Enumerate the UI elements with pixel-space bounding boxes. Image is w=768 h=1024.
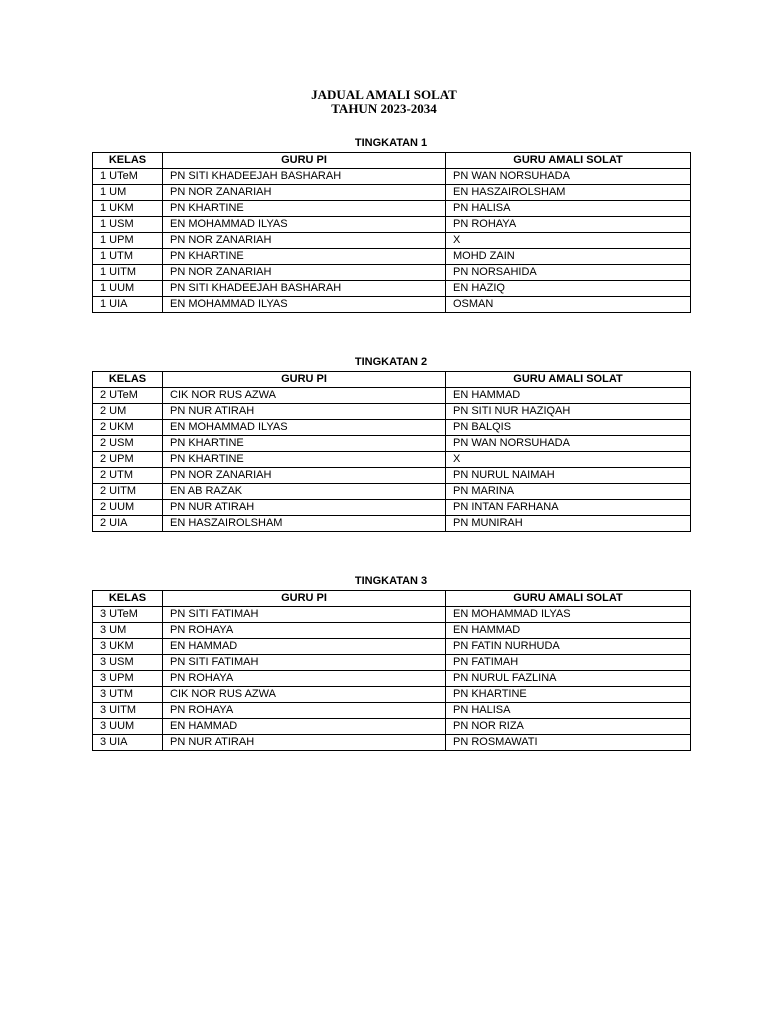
- table-row: [93, 719, 691, 735]
- guru-pi-cell: EN HAMMAD: [163, 639, 446, 655]
- table-row: [93, 623, 691, 639]
- guru-amali-solat-cell: EN MOHAMMAD ILYAS: [446, 607, 691, 623]
- table-row: [93, 500, 691, 516]
- guru-pi-cell: PN SITI KHADEEJAH BASHARAH: [163, 281, 446, 297]
- guru-pi-cell: EN HASZAIROLSHAM: [163, 516, 446, 532]
- column-header-guru-pi: GURU PI: [163, 372, 446, 388]
- guru-amali-solat-cell: PN ROSMAWATI: [446, 735, 691, 751]
- guru-amali-solat-cell: EN HAMMAD: [446, 623, 691, 639]
- guru-pi-cell: EN HAMMAD: [163, 719, 446, 735]
- kelas-cell: 1 UUM: [93, 281, 163, 297]
- guru-amali-solat-cell: PN WAN NORSUHADA: [446, 436, 691, 452]
- kelas-cell: 3 UITM: [93, 703, 163, 719]
- guru-pi-cell: PN NUR ATIRAH: [163, 404, 446, 420]
- guru-pi-cell: PN ROHAYA: [163, 671, 446, 687]
- guru-amali-solat-cell: PN NURUL NAIMAH: [446, 468, 691, 484]
- table-row: [93, 452, 691, 468]
- table-row: [93, 420, 691, 436]
- schedule-table: [92, 590, 691, 751]
- guru-pi-cell: EN MOHAMMAD ILYAS: [163, 420, 446, 436]
- table-row: [93, 217, 691, 233]
- kelas-cell: 3 USM: [93, 655, 163, 671]
- table-row: [93, 468, 691, 484]
- kelas-cell: 2 UTeM: [93, 388, 163, 404]
- document-title: JADUAL AMALI SOLAT: [311, 87, 457, 102]
- kelas-cell: 2 UM: [93, 404, 163, 420]
- kelas-cell: 3 UPM: [93, 671, 163, 687]
- column-header-kelas: KELAS: [93, 153, 163, 169]
- guru-amali-solat-cell: PN HALISA: [446, 703, 691, 719]
- column-header-kelas: KELAS: [93, 372, 163, 388]
- table-row: [93, 281, 691, 297]
- guru-pi-cell: PN SITI FATIMAH: [163, 655, 446, 671]
- guru-amali-solat-cell: X: [446, 233, 691, 249]
- guru-amali-solat-cell: X: [446, 452, 691, 468]
- guru-pi-cell: PN KHARTINE: [163, 201, 446, 217]
- table-header-row: [93, 153, 691, 169]
- section-title: TINGKATAN 2: [354, 356, 428, 368]
- guru-pi-cell: PN NUR ATIRAH: [163, 500, 446, 516]
- table-row: [93, 436, 691, 452]
- guru-pi-cell: EN AB RAZAK: [163, 484, 446, 500]
- guru-amali-solat-cell: PN INTAN FARHANA: [446, 500, 691, 516]
- table-row: [93, 639, 691, 655]
- kelas-cell: 3 UKM: [93, 639, 163, 655]
- table-row: [93, 169, 691, 185]
- kelas-cell: 2 USM: [93, 436, 163, 452]
- section-title: TINGKATAN 3: [354, 575, 428, 587]
- guru-amali-solat-cell: OSMAN: [446, 297, 691, 313]
- table-row: [93, 703, 691, 719]
- kelas-cell: 3 UTeM: [93, 607, 163, 623]
- guru-amali-solat-cell: EN HAMMAD: [446, 388, 691, 404]
- guru-amali-solat-cell: PN KHARTINE: [446, 687, 691, 703]
- table-row: [93, 404, 691, 420]
- kelas-cell: 1 UTeM: [93, 169, 163, 185]
- table-row: [93, 484, 691, 500]
- column-header-guru-amali-solat: GURU AMALI SOLAT: [446, 153, 691, 169]
- section-tingkatan-1: [92, 136, 690, 313]
- guru-amali-solat-cell: PN MUNIRAH: [446, 516, 691, 532]
- guru-pi-cell: PN KHARTINE: [163, 249, 446, 265]
- kelas-cell: 2 UTM: [93, 468, 163, 484]
- guru-amali-solat-cell: PN NURUL FAZLINA: [446, 671, 691, 687]
- section-tingkatan-2: [92, 355, 690, 532]
- guru-pi-cell: PN NOR ZANARIAH: [163, 233, 446, 249]
- kelas-cell: 1 USM: [93, 217, 163, 233]
- column-header-guru-amali-solat: GURU AMALI SOLAT: [446, 591, 691, 607]
- table-row: [93, 671, 691, 687]
- guru-amali-solat-cell: PN WAN NORSUHADA: [446, 169, 691, 185]
- table-row: [93, 735, 691, 751]
- guru-pi-cell: EN MOHAMMAD ILYAS: [163, 217, 446, 233]
- kelas-cell: 1 UIA: [93, 297, 163, 313]
- guru-pi-cell: PN KHARTINE: [163, 436, 446, 452]
- guru-pi-cell: CIK NOR RUS AZWA: [163, 687, 446, 703]
- kelas-cell: 1 UTM: [93, 249, 163, 265]
- table-row: [93, 249, 691, 265]
- guru-pi-cell: PN ROHAYA: [163, 703, 446, 719]
- guru-amali-solat-cell: PN HALISA: [446, 201, 691, 217]
- table-row: [93, 655, 691, 671]
- guru-amali-solat-cell: EN HASZAIROLSHAM: [446, 185, 691, 201]
- section-title: TINGKATAN 1: [354, 137, 428, 149]
- kelas-cell: 1 UM: [93, 185, 163, 201]
- table-row: [93, 297, 691, 313]
- guru-amali-solat-cell: PN SITI NUR HAZIQAH: [446, 404, 691, 420]
- table-row: [93, 265, 691, 281]
- guru-amali-solat-cell: PN BALQIS: [446, 420, 691, 436]
- kelas-cell: 3 UUM: [93, 719, 163, 735]
- table-row: [93, 687, 691, 703]
- guru-pi-cell: CIK NOR RUS AZWA: [163, 388, 446, 404]
- table-row: [93, 185, 691, 201]
- guru-pi-cell: PN ROHAYA: [163, 623, 446, 639]
- kelas-cell: 2 UKM: [93, 420, 163, 436]
- guru-amali-solat-cell: PN FATIN NURHUDA: [446, 639, 691, 655]
- kelas-cell: 3 UTM: [93, 687, 163, 703]
- guru-amali-solat-cell: PN NOR RIZA: [446, 719, 691, 735]
- kelas-cell: 1 UKM: [93, 201, 163, 217]
- guru-amali-solat-cell: PN ROHAYA: [446, 217, 691, 233]
- kelas-cell: 2 UIA: [93, 516, 163, 532]
- table-header-row: [93, 372, 691, 388]
- schedule-table: [92, 371, 691, 532]
- guru-pi-cell: PN NUR ATIRAH: [163, 735, 446, 751]
- kelas-cell: 1 UPM: [93, 233, 163, 249]
- section-tingkatan-3: [92, 574, 690, 751]
- guru-amali-solat-cell: PN FATIMAH: [446, 655, 691, 671]
- guru-pi-cell: PN NOR ZANARIAH: [163, 185, 446, 201]
- kelas-cell: 3 UIA: [93, 735, 163, 751]
- guru-pi-cell: PN SITI FATIMAH: [163, 607, 446, 623]
- guru-pi-cell: PN SITI KHADEEJAH BASHARAH: [163, 169, 446, 185]
- table-row: [93, 607, 691, 623]
- guru-amali-solat-cell: MOHD ZAIN: [446, 249, 691, 265]
- table-row: [93, 201, 691, 217]
- guru-amali-solat-cell: PN NORSAHIDA: [446, 265, 691, 281]
- column-header-guru-amali-solat: GURU AMALI SOLAT: [446, 372, 691, 388]
- kelas-cell: 2 UITM: [93, 484, 163, 500]
- kelas-cell: 2 UUM: [93, 500, 163, 516]
- guru-pi-cell: PN NOR ZANARIAH: [163, 265, 446, 281]
- kelas-cell: 2 UPM: [93, 452, 163, 468]
- guru-amali-solat-cell: PN MARINA: [446, 484, 691, 500]
- guru-pi-cell: EN MOHAMMAD ILYAS: [163, 297, 446, 313]
- kelas-cell: 1 UITM: [93, 265, 163, 281]
- table-row: [93, 388, 691, 404]
- column-header-kelas: KELAS: [93, 591, 163, 607]
- guru-pi-cell: PN NOR ZANARIAH: [163, 468, 446, 484]
- guru-pi-cell: PN KHARTINE: [163, 452, 446, 468]
- column-header-guru-pi: GURU PI: [163, 153, 446, 169]
- table-header-row: [93, 591, 691, 607]
- schedule-table: [92, 152, 691, 313]
- guru-amali-solat-cell: EN HAZIQ: [446, 281, 691, 297]
- document-subtitle: TAHUN 2023-2034: [331, 101, 437, 116]
- table-row: [93, 233, 691, 249]
- column-header-guru-pi: GURU PI: [163, 591, 446, 607]
- table-row: [93, 516, 691, 532]
- kelas-cell: 3 UM: [93, 623, 163, 639]
